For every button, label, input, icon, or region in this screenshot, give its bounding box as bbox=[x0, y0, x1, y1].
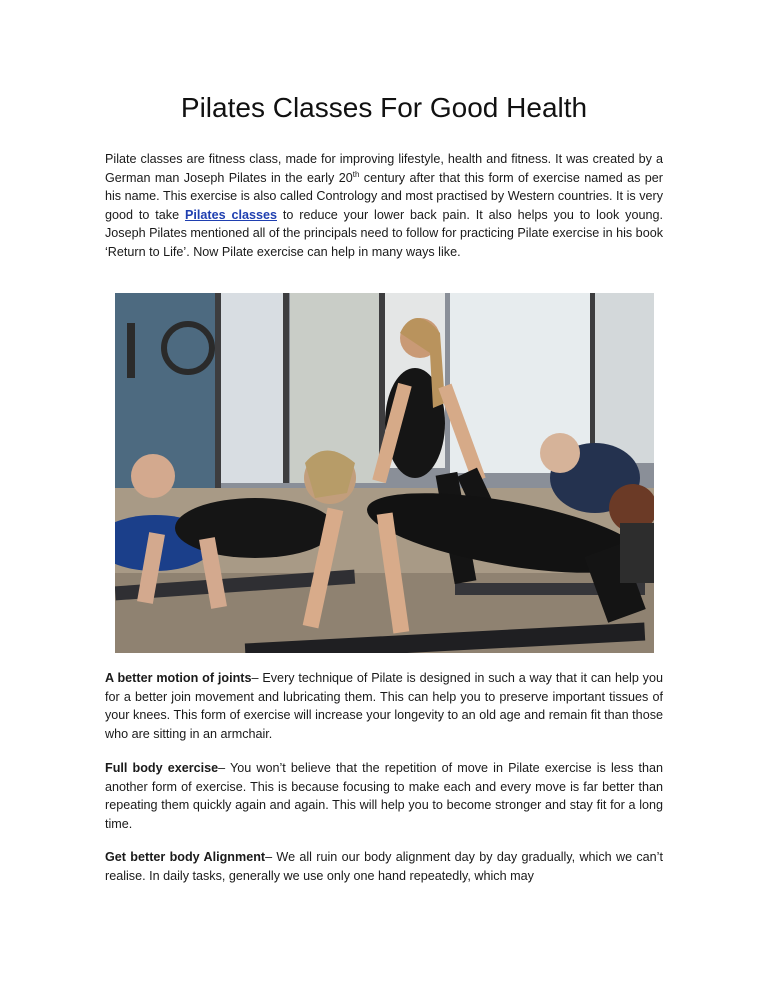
section-heading: Full body exercise bbox=[105, 761, 219, 775]
section-text: – Every technique of Pilate is designed in such a way that it can help you for a better join movement and lubricating them. This can help you to preserve important tissues of your knees. This form of exercise will increase your longevity to an old age and remain fit than those who are sitting in an armchair. bbox=[105, 671, 663, 741]
page-title: Pilates Classes For Good Health bbox=[180, 92, 588, 123]
pilates-classes-link[interactable]: Pilates classes bbox=[184, 207, 277, 222]
ordinal-superscript: th bbox=[352, 169, 360, 179]
pilates-class-photo bbox=[115, 293, 654, 653]
section-text: – You won’t believe that the repetition of move in Pilate exercise is less than another form of exercise. This is because focusing to make each and every move is far better than repeating them quickly again and again. This will help you to become stronger and stay fit for a long time. bbox=[105, 761, 663, 831]
section-joints bbox=[105, 669, 663, 743]
intro-text-end: to reduce your lower back pain. It also helps you to look young. Joseph Pilates mentioned all of the principals need to follow for practicing Pilate exercise in his book ‘Return to Life’. Now Pilate exercise can help in many ways like. bbox=[105, 207, 663, 259]
section-full-body bbox=[105, 759, 663, 833]
intro-text-middle: century after that this form of exercise named as per his name. This exercise is also called Contrology and most practised by Western countries. It is very good to take bbox=[105, 170, 664, 222]
section-heading: Get better body Alignment bbox=[105, 850, 266, 864]
intro-text-start: Pilate classes are fitness class, made for improving lifestyle, health and fitness. It was created by a German man Joseph Pilates in the early 20 bbox=[105, 152, 663, 185]
intro-paragraph bbox=[105, 150, 663, 262]
section-text: – We all ruin our body alignment day by day gradually, which we can’t realise. In daily tasks, generally we use only one hand repeatedly, which may bbox=[105, 850, 663, 883]
section-heading: A better motion of joints bbox=[105, 671, 252, 685]
section-alignment bbox=[105, 848, 663, 885]
